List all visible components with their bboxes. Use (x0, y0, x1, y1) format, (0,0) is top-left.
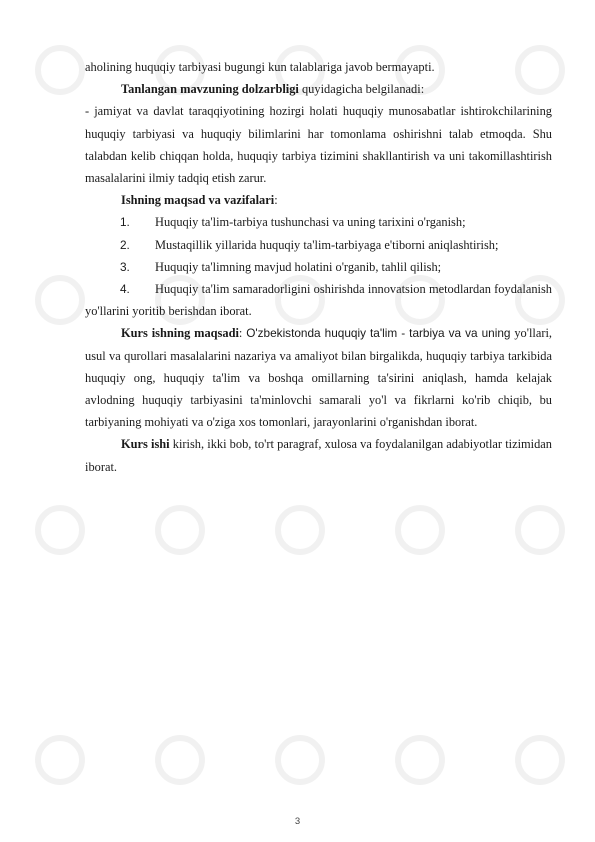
relevance-body: - jamiyat va davlat taraqqiyotining hozirgi holati huquqiy munosabatlar ishtirokchilarining huquqiy tarbiyasi va huquqiy bilimlarini har tomonlama oshirishni talab etmoqda. Shu talabdan kelib chiqqan holda, huquqiy tarbiya tizimini shakllantirish va uni takomillashtirish masalalarini ilmiy tadqiq etish zarur. (85, 104, 552, 186)
structure-body: kirish, ikki bob, to'rt paragraf, xulosa va foydalanilgan adabiyotlar tizimidan iborat. (85, 437, 552, 474)
relevance-heading: Tanlangan mavzuning dolzarbligi (121, 82, 299, 97)
purpose-paragraph (85, 322, 552, 433)
intro-line: aholining huquqiy tarbiyasi bugungi kun talablariga javob bermayapti. (85, 60, 435, 74)
goal-item (85, 278, 552, 322)
purpose-lead: O'zbekistonda huquqiy ta'lim - tarbiya va va uning (246, 326, 511, 341)
purpose-colon: : (238, 326, 247, 341)
goal-item-text: Huquqiy ta'lim samaradorligini oshirishda innovatsion metodlardan foydalanish yo'llarini yoritib berishdan iborat. (85, 282, 552, 319)
relevance-heading-paragraph (85, 78, 552, 100)
purpose-body: yo'llari, usul va qurollari masalalarini nazariya va amaliyot bilan birgalikda, huquqiy tarbiya tarkibida huquqiy ong, huquqiy ta'lim va boshqa omillarning ta'sirini aniqlash, hamda kelajak avlodning huquqiy tarbiyasini ta'minlovchi samarali yo'l va fikrlarni ko'rib chiqib, bu tarbiyaning mohiyati va o'ziga xos tomonlari, jarayonlarini o'rganishdan iborat. (85, 326, 552, 430)
goals-heading-rest: : (274, 193, 278, 208)
goal-item (85, 211, 552, 233)
goal-item-number: 2. (120, 237, 130, 252)
goal-item-text: Huquqiy ta'limning mavjud holatini o'rganib, tahlil qilish; (155, 259, 442, 274)
structure-paragraph (85, 433, 552, 477)
structure-heading: Kurs ishi (121, 437, 170, 452)
document-body (85, 56, 552, 478)
goal-item-number: 4. (120, 282, 130, 297)
goal-item-number: 1. (120, 215, 130, 230)
goal-item (85, 234, 552, 256)
relevance-heading-rest: quyidagicha belgilanadi: (298, 82, 425, 97)
goal-item-text: Huquqiy ta'lim-tarbiya tushunchasi va uning tarixini o'rganish; (155, 215, 466, 230)
page-number: 3 (294, 816, 301, 827)
purpose-heading: Kurs ishning maqsadi (121, 326, 239, 341)
goal-item-number: 3. (120, 259, 130, 274)
goal-item-text: Mustaqillik yillarida huquqiy ta'lim-tarbiyaga e'tiborni aniqlashtirish; (155, 237, 499, 252)
goals-heading: Ishning maqsad va vazifalari (121, 193, 275, 208)
goal-item (85, 256, 552, 278)
goals-heading-paragraph (85, 189, 552, 211)
